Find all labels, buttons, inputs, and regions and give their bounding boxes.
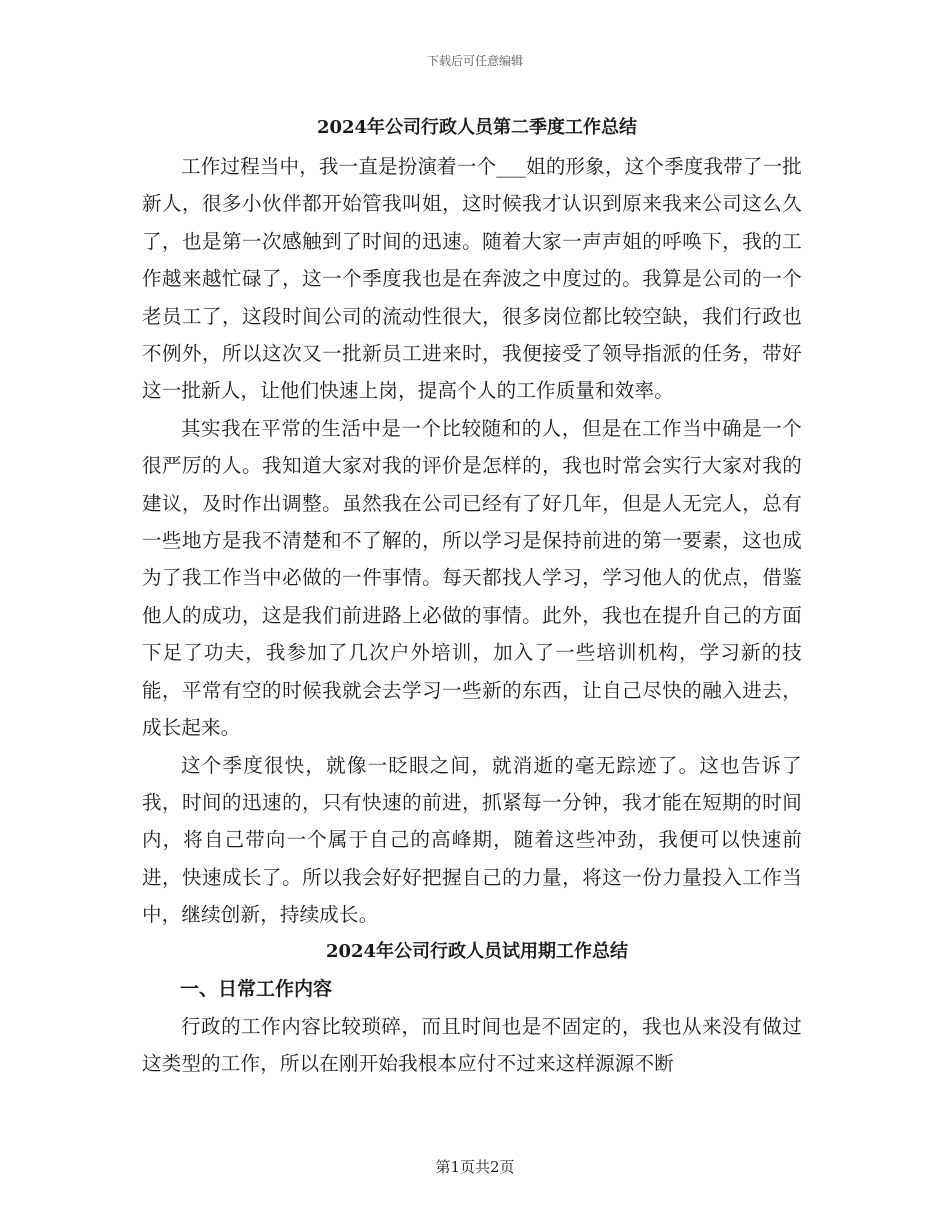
document-title-q2: 2024年公司行政人员第二季度工作总结 <box>316 117 638 138</box>
paragraph-q2-3: 这个季度很快，就像一眨眼之间，就消逝的毫无踪迹了。这也告诉了我，时间的迅速的，只有快速的前进，抓紧每一分钟，我才能在短期的时间内，将自己带向一个属于自己的高峰期，随着这些冲劲，我便可以快速前进，快速成长了。所以我会好好把握自己的力量，将这一份力量投入工作当中，继续创新，持续成长。 <box>142 753 802 927</box>
page-number-footer: 第1页共2页 <box>435 1158 515 1176</box>
document-title-probation: 2024年公司行政人员试用期工作总结 <box>325 940 629 962</box>
paragraph-q2-1: 工作过程当中，我一直是扮演着一个___姐的形象，这个季度我带了一批新人，很多小伙伴都开始管我叫姐，这时候我才认识到原来我来公司这么久了，也是第一次感触到了时间的迅速。随着大家一声声姐的呼唤下，我的工作越来越忙碌了，这一个季度我也是在奔波之中度过的。我算是公司的一个老员工了，这段时间公司的流动性很大，很多岗位都比较空缺，我们行政也不例外，所以这次又一批新员工进来时，我便接受了领导指派的任务，带好这一批新人，让他们快速上岗，提高个人的工作质量和效率。 <box>142 155 802 403</box>
page-header-note: 下载后可任意编辑 <box>426 54 523 68</box>
section-heading-daily-work: 一、日常工作内容 <box>180 977 333 1000</box>
paragraph-q2-2: 其实我在平常的生活中是一个比较随和的人，但是在工作当中确是一个很严厉的人。我知道大家对我的评价是怎样的，我也时常会实行大家对我的建议，及时作出调整。虽然我在公司已经有了好几年，但是人无完人，总有一些地方是我不清楚和不了解的，所以学习是保持前进的第一要素，这也成为了我工作当中必做的一件事情。每天都找人学习，学习他人的优点，借鉴他人的成功，这是我们前进路上必做的事情。此外，我也在提升自己的方面下足了功夫，我参加了几次户外培训，加入了一些培训机构，学习新的技能，平常有空的时候我就会去学习一些新的东西，让自己尽快的融入进去，成长起来。 <box>142 416 802 740</box>
document-body <box>142 108 802 1082</box>
paragraph-probation-1: 行政的工作内容比较琐碎，而且时间也是不固定的，我也从来没有做过这类型的工作，所以在刚开始我根本应付不过来这样源源不断 <box>142 1014 802 1075</box>
